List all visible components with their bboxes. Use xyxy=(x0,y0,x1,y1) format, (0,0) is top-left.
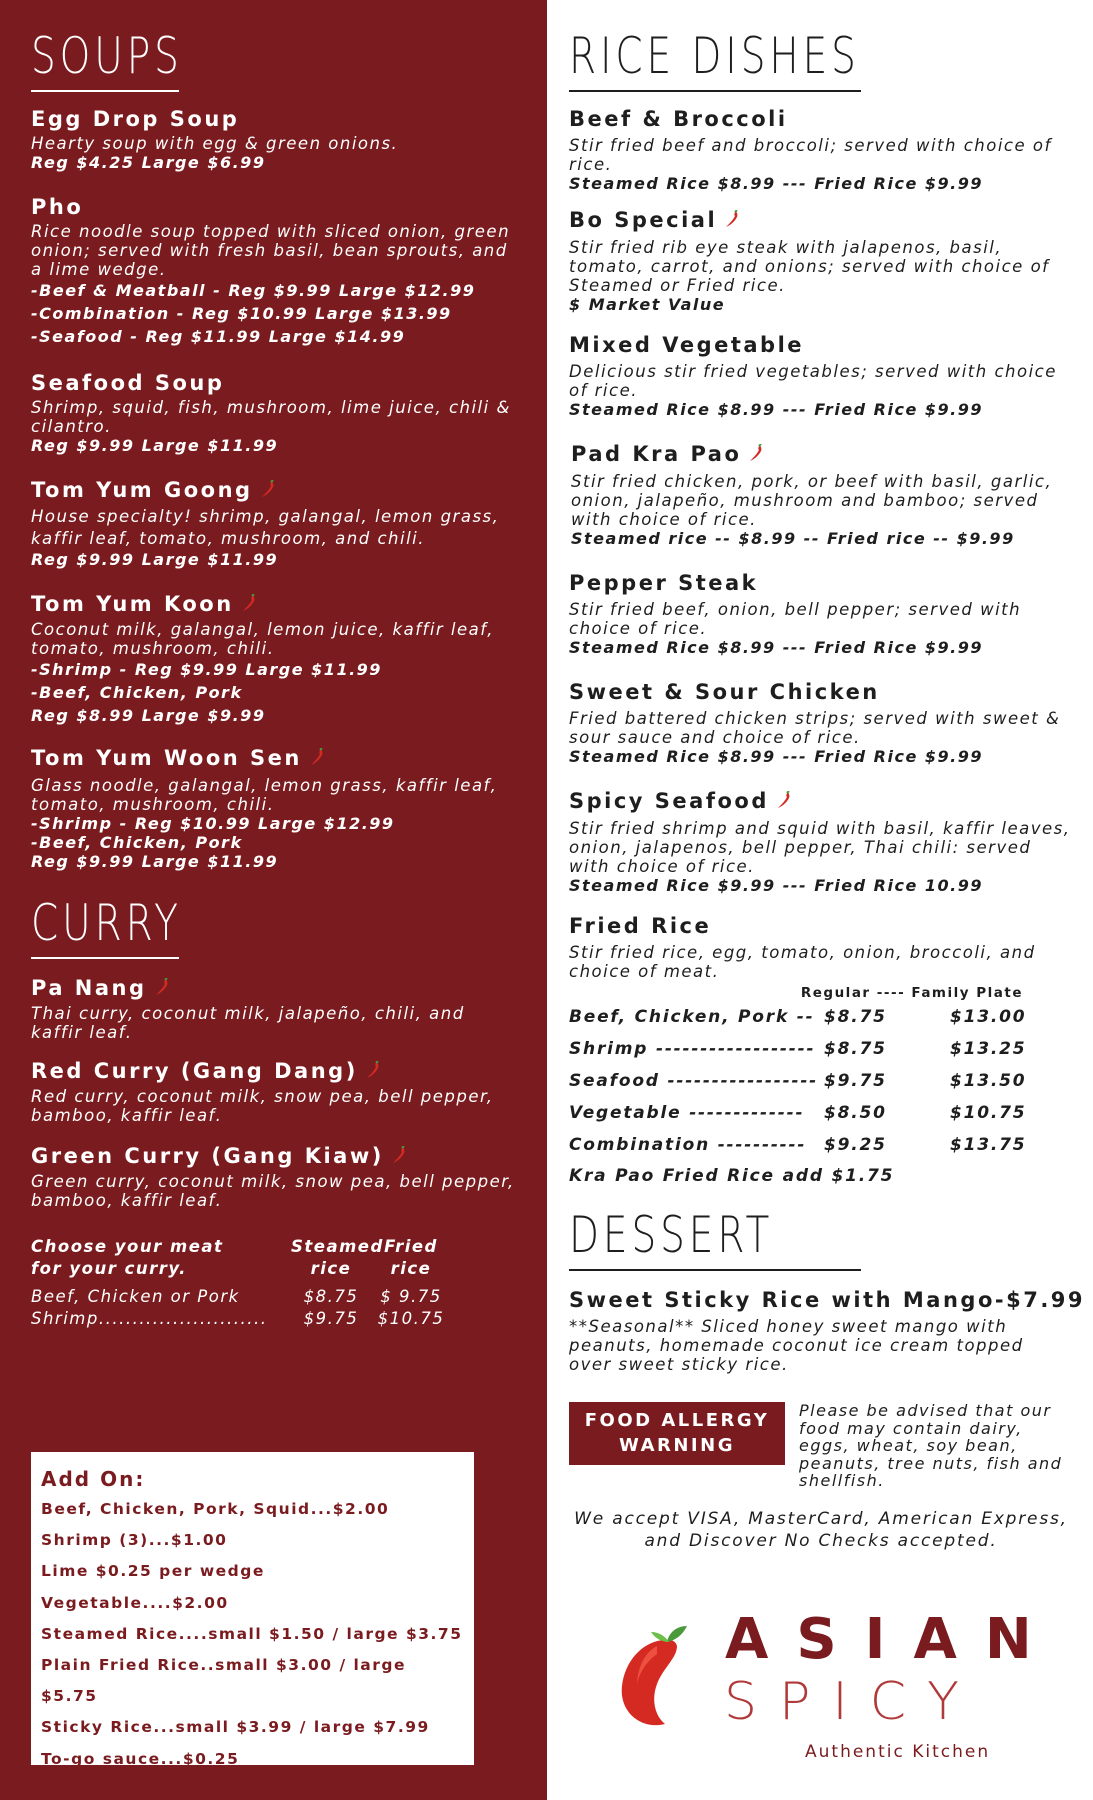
add-on-box xyxy=(31,1452,474,1768)
header-steamed: Steamed xyxy=(291,1237,384,1256)
item-name-text: Green Curry (Gang Kiaw) xyxy=(31,1144,384,1168)
chili-pepper-icon xyxy=(777,789,791,815)
item-name: Pho xyxy=(31,195,84,219)
item-price: -Beef, Chicken, Pork xyxy=(31,833,243,852)
item-price: -Shrimp - Reg $9.99 Large $11.99 xyxy=(31,660,382,679)
soups-title: SOUPS xyxy=(31,27,183,85)
table-row xyxy=(569,1001,1073,1033)
item-price: Reg $9.99 Large $11.99 xyxy=(31,436,279,455)
food-allergy-section xyxy=(569,1402,1073,1490)
item-desc: Stir fried beef, onion, bell pepper; served with choice of rice. xyxy=(569,600,1022,638)
table-header xyxy=(31,1258,517,1280)
soups-rule xyxy=(31,90,179,92)
table-row xyxy=(569,1097,1073,1129)
item-name-text: Pad Kra Pao xyxy=(571,442,742,466)
item-price: Steamed Rice $8.99 --- Fried Rice $9.99 xyxy=(569,400,983,419)
menu-item-egg-drop-soup xyxy=(31,106,517,172)
add-on-title: Add On: xyxy=(41,1467,146,1491)
menu-item-pa-nang xyxy=(31,975,517,1042)
item-desc: Stir fried rice, egg, tomato, onion, broccoli, and choice of meat. xyxy=(569,943,1036,981)
logo-word-spicy: SPICY xyxy=(724,1672,981,1732)
add-on-line: To-go sauce...$0.25 xyxy=(41,1749,240,1768)
item-price: Steamed rice -- $8.99 -- Fried rice -- $9.99 xyxy=(571,529,1015,548)
add-on-line: Vegetable....$2.00 xyxy=(41,1593,229,1612)
item-name xyxy=(31,477,517,504)
allergy-label: FOOD ALLERGY xyxy=(584,1410,770,1431)
cell-regular: $8.50 xyxy=(824,1103,887,1123)
item-name: Sweet Sticky Rice with Mango-$7.99 xyxy=(569,1288,1086,1312)
menu-item-sticky-rice-mango xyxy=(569,1287,1086,1374)
table-row xyxy=(569,1129,1073,1161)
item-name-text: Tom Yum Goong xyxy=(31,478,253,502)
add-on-line: Beef, Chicken, Pork, Squid...$2.00 xyxy=(41,1500,390,1518)
item-name xyxy=(31,745,517,772)
food-allergy-badge xyxy=(569,1402,785,1465)
menu-item-red-curry xyxy=(31,1058,517,1125)
chili-pepper-icon xyxy=(261,478,275,504)
item-name: Mixed Vegetable xyxy=(569,333,805,357)
cell-fried: $10.75 xyxy=(377,1309,445,1328)
add-on-line: Plain Fried Rice..small $3.00 / large $5.75 xyxy=(41,1656,407,1706)
dessert-title: DESSERT xyxy=(569,1206,774,1264)
item-name: Sweet & Sour Chicken xyxy=(569,680,880,704)
logo-tagline: Authentic Kitchen xyxy=(805,1742,991,1762)
logo-word-asian: ASIAN xyxy=(725,1607,1060,1672)
item-name xyxy=(31,1058,517,1085)
item-price: Steamed Rice $8.99 --- Fried Rice $9.99 xyxy=(569,174,983,193)
header-meat: Choose your meat xyxy=(31,1237,224,1256)
item-price: Steamed Rice $8.99 --- Fried Rice $9.99 xyxy=(569,638,983,657)
table-header xyxy=(31,1236,517,1258)
item-price: $ Market Value xyxy=(569,295,726,314)
cell-family: $13.25 xyxy=(950,1039,1027,1059)
menu-item-tom-yum-woon-sen xyxy=(31,745,517,871)
chili-pepper-icon xyxy=(749,442,763,468)
rice-dishes-rule xyxy=(569,90,861,92)
item-price: -Seafood - Reg $11.99 Large $14.99 xyxy=(31,327,406,346)
menu-item-mixed-vegetable xyxy=(569,332,1073,419)
item-name-text: Spicy Seafood xyxy=(569,789,769,813)
cell-regular: $8.75 xyxy=(824,1007,887,1027)
item-name-text: Bo Special xyxy=(569,208,718,232)
table-row xyxy=(569,1065,1073,1097)
add-on-line: Steamed Rice....small $1.50 / large $3.75 xyxy=(41,1624,463,1643)
menu-item-spicy-seafood xyxy=(569,788,1073,895)
table-row xyxy=(31,1308,517,1330)
item-name-text: Tom Yum Woon Sen xyxy=(31,746,302,770)
add-on-line: Lime $0.25 per wedge xyxy=(41,1562,265,1581)
cell-steamed: $9.75 xyxy=(303,1309,359,1328)
allergy-notice: Please be advised that our food may contain dairy, eggs, wheat, soy bean, peanuts, tree nuts, fish and shellfish. xyxy=(799,1401,1063,1490)
item-desc: House specialty! shrimp, galangal, lemon grass, kaffir leaf, tomato, mushroom, and chili. xyxy=(31,507,500,548)
item-price: Steamed Rice $8.99 --- Fried Rice $9.99 xyxy=(569,747,983,766)
item-price: -Beef, Chicken, Pork xyxy=(31,683,243,702)
menu-item-pho xyxy=(31,194,517,348)
item-price: Steamed Rice $9.99 --- Fried Rice 10.99 xyxy=(569,876,983,895)
cell-meat: Shrimp......................... xyxy=(31,1309,268,1328)
menu-item-pad-kra-pao xyxy=(569,441,1073,548)
item-name-text: Red Curry (Gang Dang) xyxy=(31,1059,358,1083)
curry-title: CURRY xyxy=(31,894,182,952)
cell-name: Seafood ----------------- xyxy=(569,1071,819,1091)
payment-notice: We accept VISA, MasterCard, American Express, and Discover No Checks accepted. xyxy=(574,1508,1068,1551)
cell-family: $13.75 xyxy=(950,1135,1027,1155)
menu-item-bo-special xyxy=(569,207,1073,314)
item-desc: Stir fried beef and broccoli; served with choice of rice. xyxy=(569,136,1052,174)
item-price: Reg $9.99 Large $11.99 xyxy=(31,550,279,569)
item-desc: Shrimp, squid, fish, mushroom, lime juice, chili & cilantro. xyxy=(31,398,511,436)
item-name: Seafood Soup xyxy=(31,371,225,395)
fried-rice-header: Regular ---- Family Plate xyxy=(800,985,1023,1001)
chili-logo-icon xyxy=(607,1618,717,1738)
cell-name: Shrimp ------------------ xyxy=(569,1039,816,1059)
item-name-text: Tom Yum Koon xyxy=(31,592,234,616)
fried-rice-addon: Kra Pao Fried Rice add $1.75 xyxy=(569,1166,895,1186)
menu-item-tom-yum-koon xyxy=(31,591,517,727)
header-steamed: rice xyxy=(310,1259,352,1278)
item-name xyxy=(571,441,1073,468)
item-desc: Delicious stir fried vegetables; served with choice of rice. xyxy=(569,362,1057,400)
item-desc: Hearty soup with egg & green onions. xyxy=(31,134,399,153)
cell-name: Vegetable ------------- xyxy=(569,1103,805,1123)
curry-meat-table xyxy=(31,1236,517,1330)
curry-rule xyxy=(31,957,179,959)
cell-regular: $9.25 xyxy=(824,1135,887,1155)
item-desc: Green curry, coconut milk, snow pea, bell pepper, bamboo, kaffir leaf. xyxy=(31,1172,515,1210)
item-price: Reg $4.25 Large $6.99 xyxy=(31,153,266,172)
item-name xyxy=(31,1143,517,1170)
item-price: -Combination - Reg $10.99 Large $13.99 xyxy=(31,304,452,323)
item-name: Pepper Steak xyxy=(569,571,759,595)
item-name-text: Pa Nang xyxy=(31,976,147,1000)
item-price: -Beef & Meatball - Reg $9.99 Large $12.99 xyxy=(31,281,476,300)
item-price: Reg $8.99 Large $9.99 xyxy=(31,706,266,725)
cell-meat: Beef, Chicken or Pork xyxy=(31,1287,240,1306)
cell-regular: $9.75 xyxy=(824,1071,887,1091)
dessert-rule xyxy=(569,1269,861,1271)
item-name xyxy=(31,591,517,618)
cell-fried: $ 9.75 xyxy=(380,1287,442,1306)
cell-name: Combination ---------- xyxy=(569,1135,807,1155)
item-desc: **Seasonal** Sliced honey sweet mango with peanuts, homemade coconut ice cream topped over sweet sticky rice. xyxy=(569,1317,1024,1374)
chili-pepper-icon xyxy=(725,208,739,234)
item-desc: Red curry, coconut milk, snow pea, bell pepper, bamboo, kaffir leaf. xyxy=(31,1087,494,1125)
chili-pepper-icon xyxy=(155,976,169,1002)
item-name: Fried Rice xyxy=(569,914,712,938)
chili-pepper-icon xyxy=(310,746,324,772)
menu-item-pepper-steak xyxy=(569,570,1073,657)
item-name: Beef & Broccoli xyxy=(569,107,788,131)
item-desc: Thai curry, coconut milk, jalapeño, chili, and kaffir leaf. xyxy=(31,1004,465,1042)
chili-pepper-icon xyxy=(392,1144,406,1170)
item-name: Egg Drop Soup xyxy=(31,107,240,131)
item-desc: Coconut milk, galangal, lemon juice, kaffir leaf, tomato, mushroom, chili. xyxy=(31,620,495,658)
item-desc: Rice noodle soup topped with sliced onion, green onion; served with fresh basil, bean sprouts, and a lime wedge. xyxy=(31,222,511,279)
item-name xyxy=(31,975,517,1002)
add-on-line: Sticky Rice...small $3.99 / large $7.99 xyxy=(41,1718,430,1737)
item-desc: Stir fried rib eye steak with jalapenos, basil, tomato, carrot, and onions; served with choice of Steamed or Fried rice. xyxy=(569,238,1050,295)
item-desc: Fried battered chicken strips; served with sweet & sour sauce and choice of rice. xyxy=(569,709,1061,747)
item-name xyxy=(569,207,1073,234)
menu-item-tom-yum-goong xyxy=(31,477,517,569)
allergy-label: WARNING xyxy=(619,1435,735,1456)
item-desc: Stir fried chicken, pork, or beef with basil, garlic, onion, jalapeño, mushroom and bamboo; served with choice of rice. xyxy=(571,472,1053,529)
item-price: Reg $9.99 Large $11.99 xyxy=(31,852,279,871)
item-desc: Stir fried shrimp and squid with basil, kaffir leaves, onion, jalapenos, bell pepper, Thai chili: served with choice of rice. xyxy=(569,819,1071,876)
right-column xyxy=(547,0,1093,1800)
menu-item-fried-rice xyxy=(569,913,1073,1191)
table-row xyxy=(31,1286,517,1308)
cell-family: $10.75 xyxy=(950,1103,1027,1123)
item-desc: Glass noodle, galangal, lemon grass, kaffir leaf, tomato, mushroom, chili. xyxy=(31,776,498,814)
cell-steamed: $8.75 xyxy=(303,1287,359,1306)
menu-item-seafood-soup xyxy=(31,370,517,455)
chili-pepper-icon xyxy=(366,1059,380,1085)
cell-family: $13.50 xyxy=(950,1071,1027,1091)
table-row xyxy=(569,1033,1073,1065)
cell-family: $13.00 xyxy=(950,1007,1027,1027)
cell-regular: $8.75 xyxy=(824,1039,887,1059)
chili-pepper-icon xyxy=(242,592,256,618)
menu-item-sweet-sour-chicken xyxy=(569,679,1073,766)
asian-spicy-logo xyxy=(607,1608,1077,1768)
menu-item-green-curry xyxy=(31,1143,517,1210)
cell-name: Beef, Chicken, Pork -- xyxy=(569,1007,815,1027)
header-fried: rice xyxy=(390,1259,432,1278)
add-on-line: Shrimp (3)...$1.00 xyxy=(41,1531,228,1550)
item-name xyxy=(569,788,1073,815)
rice-dishes-title: RICE DISHES xyxy=(569,27,860,85)
header-fried: Fried xyxy=(384,1237,438,1256)
header-meat: for your curry. xyxy=(31,1259,187,1278)
item-price: -Shrimp - Reg $10.99 Large $12.99 xyxy=(31,814,395,833)
menu-item-beef-broccoli xyxy=(569,106,1073,193)
